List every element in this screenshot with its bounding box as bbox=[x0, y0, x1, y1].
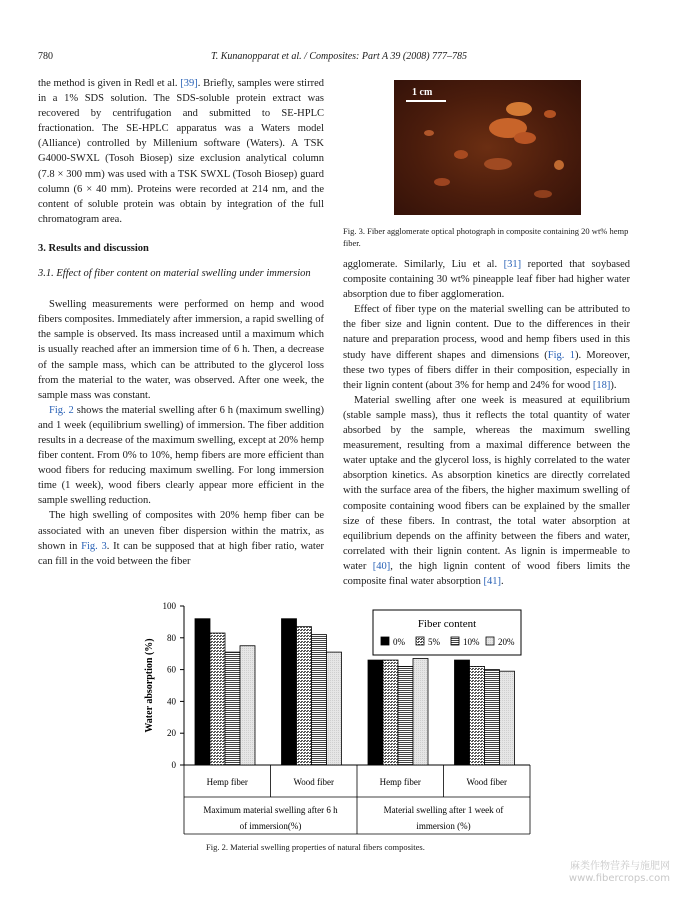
scale-bar-label: 1 cm bbox=[412, 87, 433, 98]
figure3-caption: Fig. 3. Fiber agglomerate optical photograph in composite containing 20 wt% hemp fiber. bbox=[343, 226, 629, 248]
figure2-caption: Fig. 2. Material swelling properties of natural fibers composites. bbox=[206, 842, 425, 852]
bar bbox=[195, 619, 210, 765]
legend-swatch bbox=[416, 637, 424, 645]
paragraph: Effect of fiber type on the material swelling can be attributed to the fiber size and lignin content. Due to the differences in their nature and preparation process, wood and hemp fibers used in this study have different shapes and dimensions (Fig. 1). Moreover, these two types of fibers differ in their composition, especially in their lignin content (about 3% for hemp and 24% for wood [18]). bbox=[343, 304, 631, 391]
group-label: Material swelling after 1 week of bbox=[383, 805, 504, 815]
bar bbox=[500, 671, 515, 765]
legend-label: 20% bbox=[498, 637, 515, 647]
bar bbox=[455, 660, 470, 765]
bar bbox=[470, 666, 485, 765]
bar bbox=[413, 658, 428, 765]
x-category-label: Hemp fiber bbox=[379, 777, 421, 787]
paragraph: Material swelling after one week is measured at equilibrium (stable sample mass), thus it reflects the total quantity of water absorbed by the sample, whereas the maximum swelling measurement, resulting from a maximal difference between the water uptake and the glycerol loss, is highly correlated to the water absorption kinetics. As absorption kinetics are directly correlated with the surface area of the fibers, the higher maximum swelling of composite containing wood fibers can be explained by the smaller size of these fibers. In contrast, the total water absorption at equilibrium depends on the affinity between the fibers and water, correlated with their lignin content. As lignin is impermeable to water [40], the high lignin content of wood fibers limits the composite final water absorption [41]. bbox=[343, 394, 630, 587]
bar bbox=[210, 633, 225, 765]
page-number: 780 bbox=[38, 51, 53, 62]
citation-link[interactable]: [18] bbox=[592, 379, 611, 391]
bar bbox=[398, 666, 413, 765]
y-tick-label: 40 bbox=[167, 696, 176, 707]
running-header: T. Kunanopparat et al. / Composites: Part A 39 (2008) 777–785 bbox=[210, 51, 468, 62]
y-axis-title: Water absorption (%) bbox=[144, 638, 155, 733]
y-tick-label: 80 bbox=[167, 632, 176, 643]
citation-link[interactable]: [40] bbox=[372, 560, 391, 572]
bar bbox=[327, 652, 342, 765]
y-tick-label: 60 bbox=[167, 664, 176, 675]
bar bbox=[297, 627, 312, 765]
legend-swatch bbox=[486, 637, 494, 645]
paragraph: agglomerate. Similarly, Liu et al. [31] reported that soybased composite containing 30 wt% pineapple leaf fiber had higher water absorption due to fiber agglomeration. bbox=[343, 259, 630, 301]
y-tick-label: 20 bbox=[167, 728, 176, 739]
legend-box bbox=[373, 610, 521, 655]
watermark: 麻类作物营养与施肥网 www.fibercrops.com bbox=[568, 861, 670, 884]
bar bbox=[225, 652, 240, 765]
x-category-label: Wood fiber bbox=[293, 777, 335, 787]
y-tick-label: 100 bbox=[162, 601, 176, 611]
figure-link[interactable]: Fig. 3 bbox=[81, 540, 107, 552]
legend-label: 0% bbox=[393, 637, 405, 647]
citation-link[interactable]: [41] bbox=[483, 575, 502, 587]
paragraph: Swelling measurements were performed on hemp and wood fibers composites. Immediately after immersion, a rapid swelling of the sample is observed. Its mass increased until a maximum which is usually reached after an immersion time of 6 h. Then, a decrease of the sample mass, which can be attributed to the glycerol loss from the material to the water, was observed. After one week, the sample mass was constant. bbox=[38, 299, 324, 401]
citation-link[interactable]: [31] bbox=[503, 259, 522, 270]
paragraph: The high swelling of composites with 20% hemp fiber can be associated with an uneven fiber dispersion within the matrix, as shown in Fig. 3. It can be supposed that at high fiber ratio, water can fill in the void between the fiber bbox=[38, 510, 324, 567]
figure-link[interactable]: Fig. 1 bbox=[547, 349, 575, 361]
legend-swatch bbox=[381, 637, 389, 645]
x-category-label: Hemp fiber bbox=[206, 777, 248, 787]
legend-label: 5% bbox=[428, 637, 440, 647]
bar bbox=[240, 646, 255, 765]
legend-title: Fiber content bbox=[417, 618, 477, 630]
subsection-heading: 3.1. Effect of fiber content on material swelling under immersion bbox=[38, 268, 311, 280]
x-category-label: Wood fiber bbox=[466, 777, 508, 787]
y-tick-label: 0 bbox=[171, 760, 176, 770]
bar bbox=[282, 619, 297, 765]
group-label: Maximum material swelling after 6 h bbox=[203, 805, 338, 815]
legend-label: 10% bbox=[463, 637, 480, 647]
bar bbox=[485, 670, 500, 765]
figure-link[interactable]: Fig. 2 bbox=[49, 404, 74, 416]
section-heading: 3. Results and discussion bbox=[38, 242, 149, 254]
bar bbox=[312, 635, 327, 765]
group-label: immersion (%) bbox=[416, 821, 471, 831]
bar bbox=[368, 660, 383, 765]
paragraph: Fig. 2 shows the material swelling after 6 h (maximum swelling) and 1 week (equilibrium swelling) of immersion. The fiber addition results in a decrease of the maximum swelling, except at 20% hemp fiber content. From 0% to 10%, hemp fibers are more efficient than wood fibers for reducing maximum swelling. For long immersion time (1 week), wood fibers clearly appear more efficient in the sample swelling reduction. bbox=[38, 404, 324, 507]
legend-swatch bbox=[451, 637, 459, 645]
group-label: of immersion(%) bbox=[239, 821, 302, 831]
paragraph: the method is given in Redl et al. [39]. Briefly, samples were stirred in a 1% SDS solution. The SDS-soluble protein extract was recovered by centrifugation and submitted to SE-HPLC fractionation. The SE-HPLC apparatus was a Waters model (Alliance) controlled by Millenium software (Waters). A TSK G4000-SWXL (Tosoh Biosep) size exclusion analytical column (7.8 × 300 mm) was used with a TSK SWXL (Tosoh Biosep) guard column (6 × 40 mm). Proteins were recorded at 214 nm, and the content of soluble protein was obtain by integration of the full chromatogram area. bbox=[38, 78, 324, 225]
bar bbox=[383, 660, 398, 765]
citation-link[interactable]: [39] bbox=[180, 78, 198, 89]
